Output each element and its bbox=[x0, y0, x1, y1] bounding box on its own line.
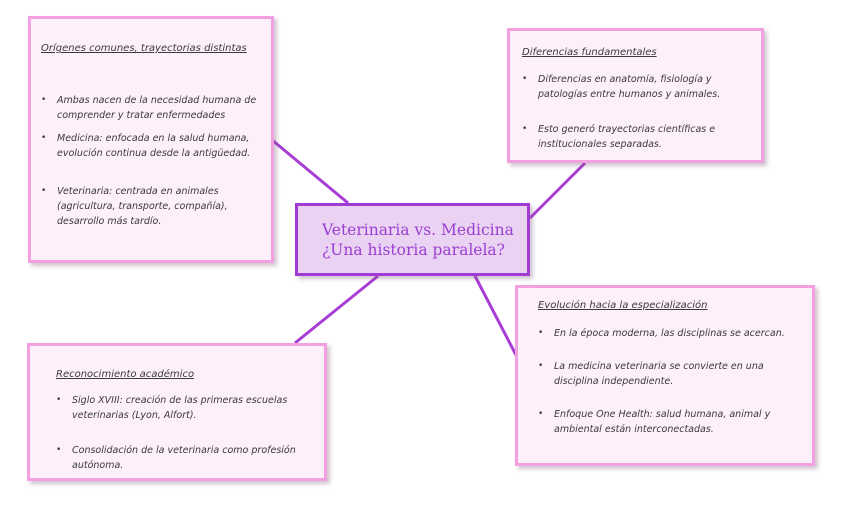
list-item: • Diferencias en anatomía, fisiología y patologías entre humanos y animales. bbox=[522, 72, 754, 102]
node-origenes bbox=[28, 16, 274, 263]
node-diferencias-title: Diferencias fundamentales bbox=[522, 47, 657, 58]
central-topic-line1: Veterinaria vs. Medicina bbox=[322, 221, 514, 239]
connector-diferencias bbox=[530, 163, 585, 218]
connector-evolucion bbox=[475, 276, 516, 355]
node-evolucion bbox=[515, 285, 815, 466]
central-topic bbox=[295, 203, 530, 276]
node-diferencias bbox=[507, 28, 764, 163]
list-item: • Ambas nacen de la necesidad humana de comprender y tratar enfermedades bbox=[41, 93, 265, 123]
list-item: • Siglo XVIII: creación de las primeras escuelas veterinarias (Lyon, Alfort). bbox=[56, 393, 324, 423]
node-reconocimiento bbox=[27, 343, 327, 481]
central-topic-line2: ¿Una historia paralela? bbox=[322, 241, 505, 259]
node-diferencias-list bbox=[522, 72, 754, 152]
list-item: • Consolidación de la veterinaria como profesión autónoma. bbox=[56, 443, 324, 473]
list-item: • Medicina: enfocada en la salud humana, evolución continua desde la antigüedad. bbox=[41, 131, 265, 161]
node-origenes-title: Orígenes comunes, trayectorias distintas bbox=[41, 43, 247, 54]
node-evolucion-title: Evolución hacia la especialización bbox=[538, 300, 708, 311]
connector-reconocimiento bbox=[295, 276, 378, 343]
connector-origenes bbox=[272, 140, 348, 203]
node-reconocimiento-list bbox=[56, 393, 324, 473]
list-item: • La medicina veterinaria se convierte en una disciplina independiente. bbox=[538, 359, 810, 389]
node-origenes-list bbox=[41, 93, 265, 229]
list-item: • Veterinaria: centrada en animales (agricultura, transporte, compañía), desarrollo más tardío. bbox=[41, 184, 265, 229]
node-reconocimiento-title: Reconocimiento académico bbox=[56, 369, 195, 380]
list-item: • Esto generó trayectorias científicas e institucionales separadas. bbox=[522, 122, 754, 152]
list-item: • En la época moderna, las disciplinas se acercan. bbox=[538, 326, 810, 341]
node-evolucion-list bbox=[538, 326, 810, 437]
list-item: • Enfoque One Health: salud humana, animal y ambiental están interconectadas. bbox=[538, 407, 810, 437]
